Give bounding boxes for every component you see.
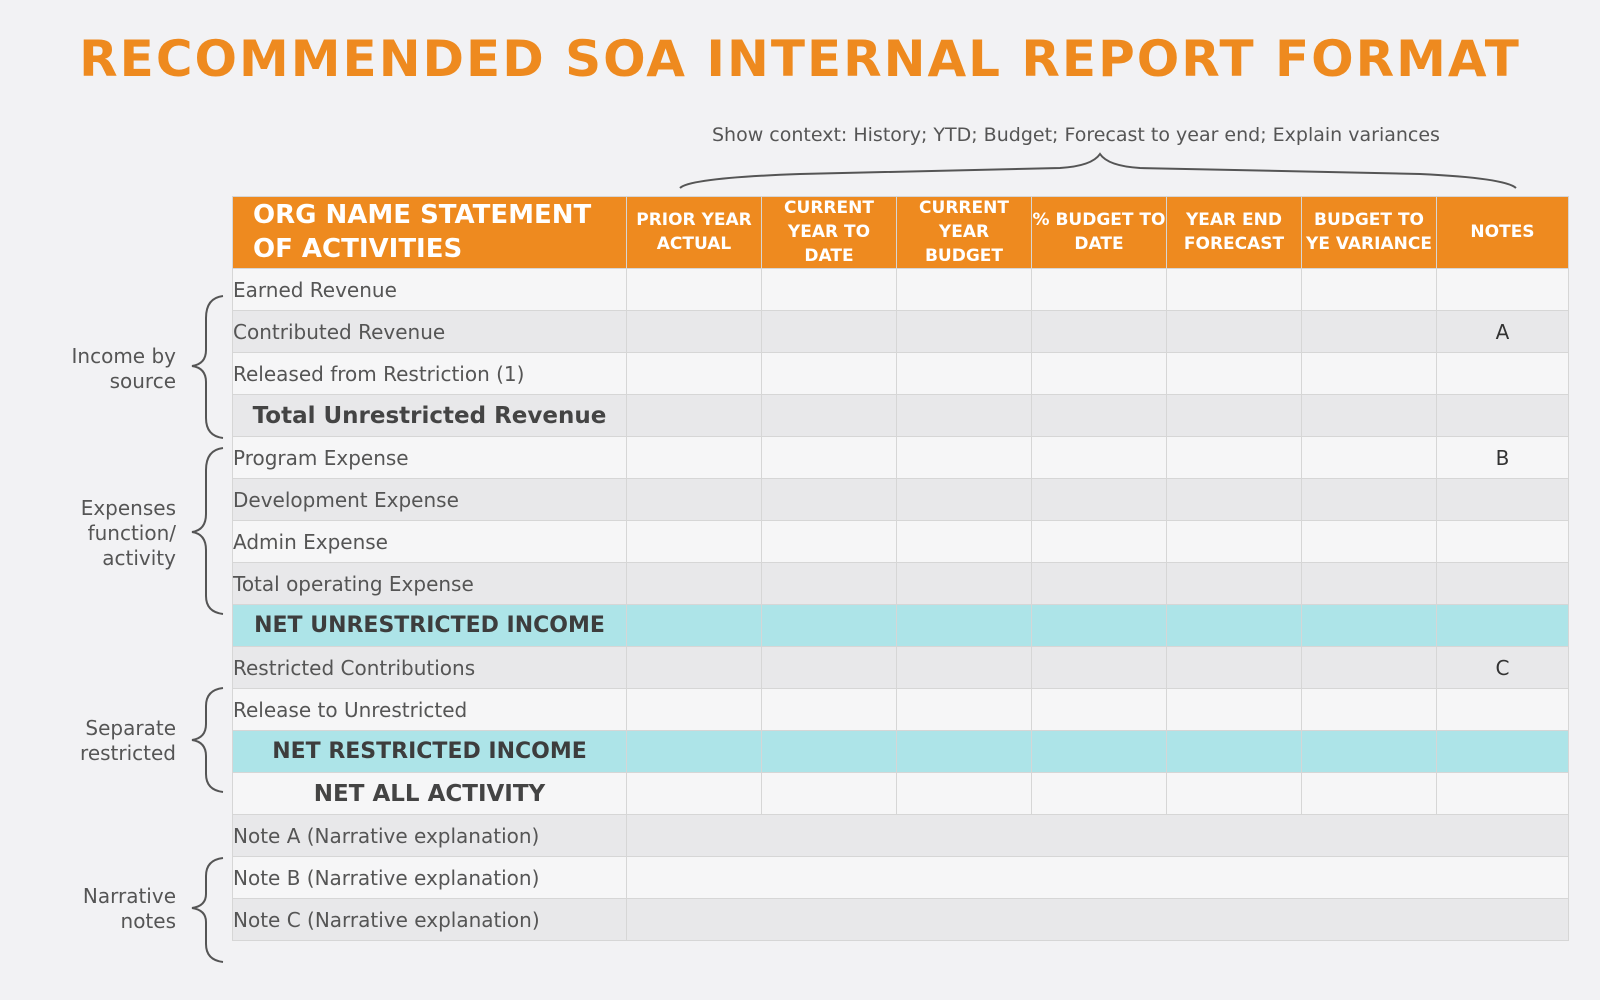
cell — [897, 521, 1032, 563]
cell — [762, 269, 897, 311]
cell — [1032, 479, 1167, 521]
cell — [1167, 269, 1302, 311]
columns-brace — [0, 0, 1600, 200]
cell — [762, 647, 897, 689]
note-ref — [1437, 353, 1569, 395]
cell — [1302, 773, 1437, 815]
cell — [762, 605, 897, 647]
ye-variance-header: BUDGET TO YE VARIANCE — [1302, 197, 1437, 269]
note-ref: C — [1437, 647, 1569, 689]
note-ref — [1437, 269, 1569, 311]
table-row — [233, 269, 1569, 311]
cell — [627, 731, 762, 773]
restricted-brace — [192, 688, 223, 792]
cell — [1302, 521, 1437, 563]
cell — [627, 563, 762, 605]
cell — [897, 731, 1032, 773]
row-label: Total Unrestricted Revenue — [233, 395, 627, 437]
cell — [627, 437, 762, 479]
cell — [897, 479, 1032, 521]
cell — [627, 647, 762, 689]
narrative-cell — [627, 815, 1569, 857]
note-ref — [1437, 521, 1569, 563]
cell — [1302, 269, 1437, 311]
table-row — [233, 857, 1569, 899]
note-ref: A — [1437, 311, 1569, 353]
cell — [1167, 647, 1302, 689]
prior-year-actual-header: PRIOR YEAR ACTUAL — [627, 197, 762, 269]
cell — [1032, 773, 1167, 815]
row-label: Earned Revenue — [233, 269, 627, 311]
note-ref — [1437, 605, 1569, 647]
row-label: Admin Expense — [233, 521, 627, 563]
side-label-income: Income by source — [71, 344, 176, 393]
row-label: Contributed Revenue — [233, 311, 627, 353]
cell — [1302, 731, 1437, 773]
cell — [1032, 605, 1167, 647]
current-ytd-header: CURRENT YEAR TO DATE — [762, 197, 897, 269]
cell — [1032, 563, 1167, 605]
cell — [1032, 311, 1167, 353]
header-row — [233, 197, 1569, 269]
row-label: Total operating Expense — [233, 563, 627, 605]
cell — [1032, 521, 1167, 563]
cell — [1032, 395, 1167, 437]
cell — [1032, 269, 1167, 311]
expenses-brace — [192, 448, 223, 614]
row-label: NET RESTRICTED INCOME — [233, 731, 627, 773]
cell — [1167, 563, 1302, 605]
side-label-restricted: Separate restricted — [80, 716, 176, 765]
cell — [762, 563, 897, 605]
context-note: Show context: History; YTD; Budget; Forecast to year end; Explain variances — [712, 124, 1440, 146]
cell — [762, 773, 897, 815]
cell — [1302, 437, 1437, 479]
cell — [897, 311, 1032, 353]
table-row — [233, 773, 1569, 815]
row-label: Note B (Narrative explanation) — [233, 857, 627, 899]
cell — [1032, 689, 1167, 731]
row-label: Note C (Narrative explanation) — [233, 899, 627, 941]
cell — [627, 269, 762, 311]
side-label-narrative: Narrative notes — [82, 884, 176, 933]
note-ref — [1437, 395, 1569, 437]
cell — [1032, 437, 1167, 479]
cell — [1167, 605, 1302, 647]
cell — [1302, 647, 1437, 689]
cell — [1302, 395, 1437, 437]
org-statement-header: ORG NAME STATEMENT OF ACTIVITIES — [233, 197, 627, 269]
row-label: NET ALL ACTIVITY — [233, 773, 627, 815]
cell — [762, 353, 897, 395]
page-title: RECOMMENDED SOA INTERNAL REPORT FORMAT — [79, 30, 1521, 88]
cell — [762, 437, 897, 479]
table-row — [233, 899, 1569, 941]
cell — [897, 437, 1032, 479]
note-ref: B — [1437, 437, 1569, 479]
cell — [1302, 689, 1437, 731]
table-row — [233, 311, 1569, 353]
table-row — [233, 647, 1569, 689]
cell — [897, 395, 1032, 437]
cell — [1302, 353, 1437, 395]
cell — [627, 521, 762, 563]
table-row — [233, 353, 1569, 395]
note-ref — [1437, 731, 1569, 773]
cell — [1302, 605, 1437, 647]
cell — [1302, 563, 1437, 605]
cell — [627, 311, 762, 353]
cell — [762, 731, 897, 773]
narrative-brace — [192, 858, 223, 962]
cell — [1167, 311, 1302, 353]
note-ref — [1437, 563, 1569, 605]
table-row — [233, 605, 1569, 647]
income-brace — [192, 296, 223, 438]
cell — [1302, 479, 1437, 521]
cell — [1167, 353, 1302, 395]
narrative-cell — [627, 899, 1569, 941]
cell — [1167, 521, 1302, 563]
cell — [1302, 311, 1437, 353]
cell — [627, 353, 762, 395]
cell — [897, 605, 1032, 647]
row-label: Note A (Narrative explanation) — [233, 815, 627, 857]
cell — [897, 269, 1032, 311]
ye-forecast-header: YEAR END FORECAST — [1167, 197, 1302, 269]
table-row — [233, 689, 1569, 731]
pct-budget-header: % BUDGET TO DATE — [1032, 197, 1167, 269]
table-row — [233, 437, 1569, 479]
current-budget-header: CURRENT YEAR BUDGET — [897, 197, 1032, 269]
cell — [762, 479, 897, 521]
cell — [897, 563, 1032, 605]
side-label-expenses: Expenses function/ activity — [80, 496, 176, 570]
note-ref — [1437, 689, 1569, 731]
cell — [627, 479, 762, 521]
cell — [1167, 479, 1302, 521]
table-row — [233, 479, 1569, 521]
cell — [1167, 731, 1302, 773]
cell — [762, 521, 897, 563]
note-ref — [1437, 479, 1569, 521]
cell — [1167, 437, 1302, 479]
cell — [627, 689, 762, 731]
statement-table — [232, 196, 1569, 941]
cell — [1032, 647, 1167, 689]
row-label: Development Expense — [233, 479, 627, 521]
narrative-cell — [627, 857, 1569, 899]
notes-header: NOTES — [1437, 197, 1569, 269]
row-label: Release to Unrestricted — [233, 689, 627, 731]
cell — [897, 353, 1032, 395]
cell — [1167, 689, 1302, 731]
table-row — [233, 563, 1569, 605]
cell — [1167, 395, 1302, 437]
cell — [762, 395, 897, 437]
cell — [627, 395, 762, 437]
cell — [1032, 353, 1167, 395]
cell — [627, 605, 762, 647]
cell — [762, 311, 897, 353]
cell — [897, 773, 1032, 815]
table-row — [233, 731, 1569, 773]
cell — [762, 689, 897, 731]
row-label: Program Expense — [233, 437, 627, 479]
cell — [627, 773, 762, 815]
table-row — [233, 521, 1569, 563]
note-ref — [1437, 773, 1569, 815]
cell — [897, 689, 1032, 731]
row-label: Released from Restriction (1) — [233, 353, 627, 395]
cell — [1167, 773, 1302, 815]
cell — [1032, 731, 1167, 773]
cell — [897, 647, 1032, 689]
table-row — [233, 395, 1569, 437]
row-label: NET UNRESTRICTED INCOME — [233, 605, 627, 647]
table-row — [233, 815, 1569, 857]
row-label: Restricted Contributions — [233, 647, 627, 689]
